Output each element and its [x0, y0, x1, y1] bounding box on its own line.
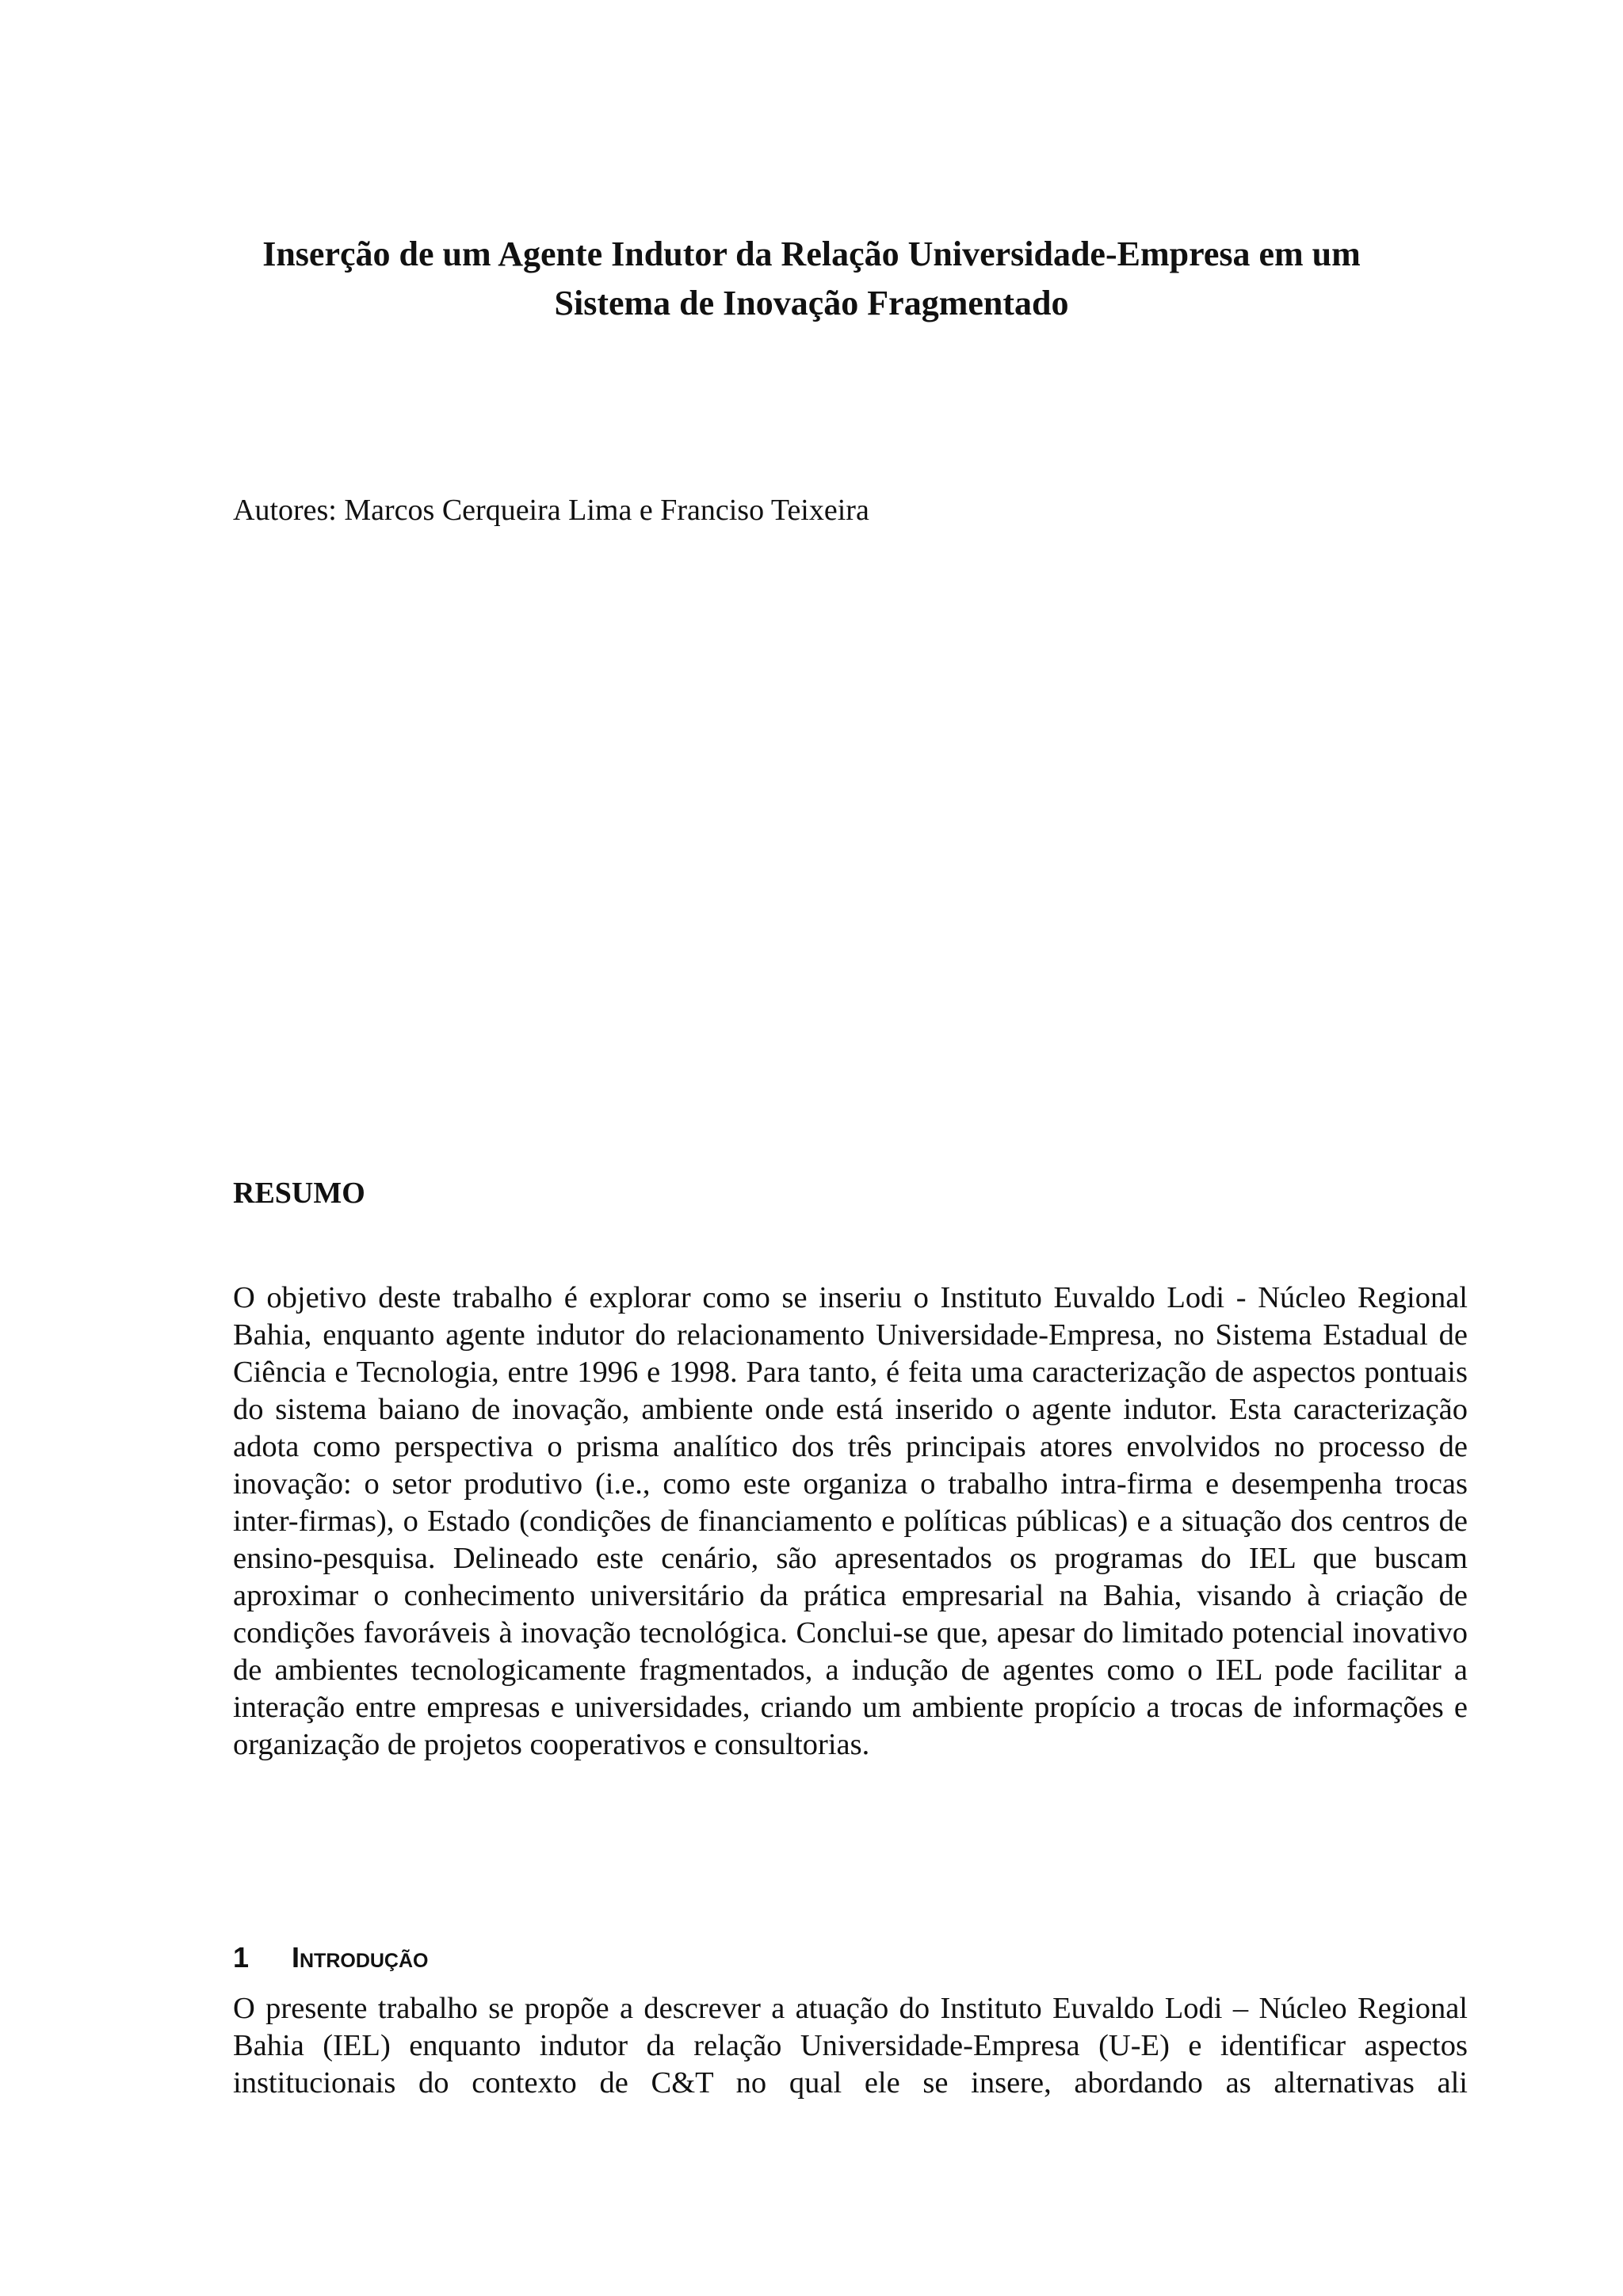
- abstract-heading: RESUMO: [233, 1177, 365, 1210]
- abstract-text: O objetivo deste trabalho é explorar como se inseriu o Instituto Euvaldo Lodi - Núcleo Regional Bahia, enquanto agente indutor do relacionamento Universidade-Empresa, no Sistema Estadual de Ciência e Tecnologia, entre 1996 e 1998. Para tanto, é feita uma caracterização de aspectos pontuais do sistema baiano de inovação, ambiente onde está inserido o agente indutor. Esta caracterização adota como perspectiva o prisma analítico dos três principais atores envolvidos no processo de inovação: o setor produtivo (i.e., como este organiza o trabalho intra-firma e desempenha trocas inter-firmas), o Estado (condições de financiamento e políticas públicas) e a situação dos centros de ensino-pesquisa. Delineado este cenário, são apresentados os programas do IEL que buscam aproximar o conhecimento universitário da prática empresarial na Bahia, visando à criação de condições favoráveis à inovação tecnológica. Conclui-se que, apesar do limitado potencial inovativo de ambientes tecnologicamente fragmentados, a indução de agentes como o IEL pode facilitar a interação entre empresas e universidades, criando um ambiente propício a trocas de informações e organização de projetos cooperativos e consultorias.: [233, 1281, 1468, 1761]
- section-1-number: 1: [233, 1941, 250, 1974]
- section-1-title: Introdução: [292, 1941, 429, 1974]
- introduction-text: O presente trabalho se propõe a descrever a atuação do Instituto Euvaldo Lodi – Núcleo Regional Bahia (IEL) enquanto indutor da relação Universidade-Empresa (U-E) e identificar aspectos institucionais do contexto de C&T no qual ele se insere, abordando as alternativas ali: [233, 1992, 1468, 2100]
- paper-title-line-1: Inserção de um Agente Indutor da Relação Universidade-Empresa em um: [262, 235, 1361, 273]
- paper-title-line-2: Sistema de Inovação Fragmentado: [554, 284, 1069, 322]
- authors-line: Autores: Marcos Cerqueira Lima e Franciso Teixeira: [233, 494, 869, 527]
- section-1-heading: [233, 1938, 429, 1978]
- paper-title: [158, 230, 1465, 328]
